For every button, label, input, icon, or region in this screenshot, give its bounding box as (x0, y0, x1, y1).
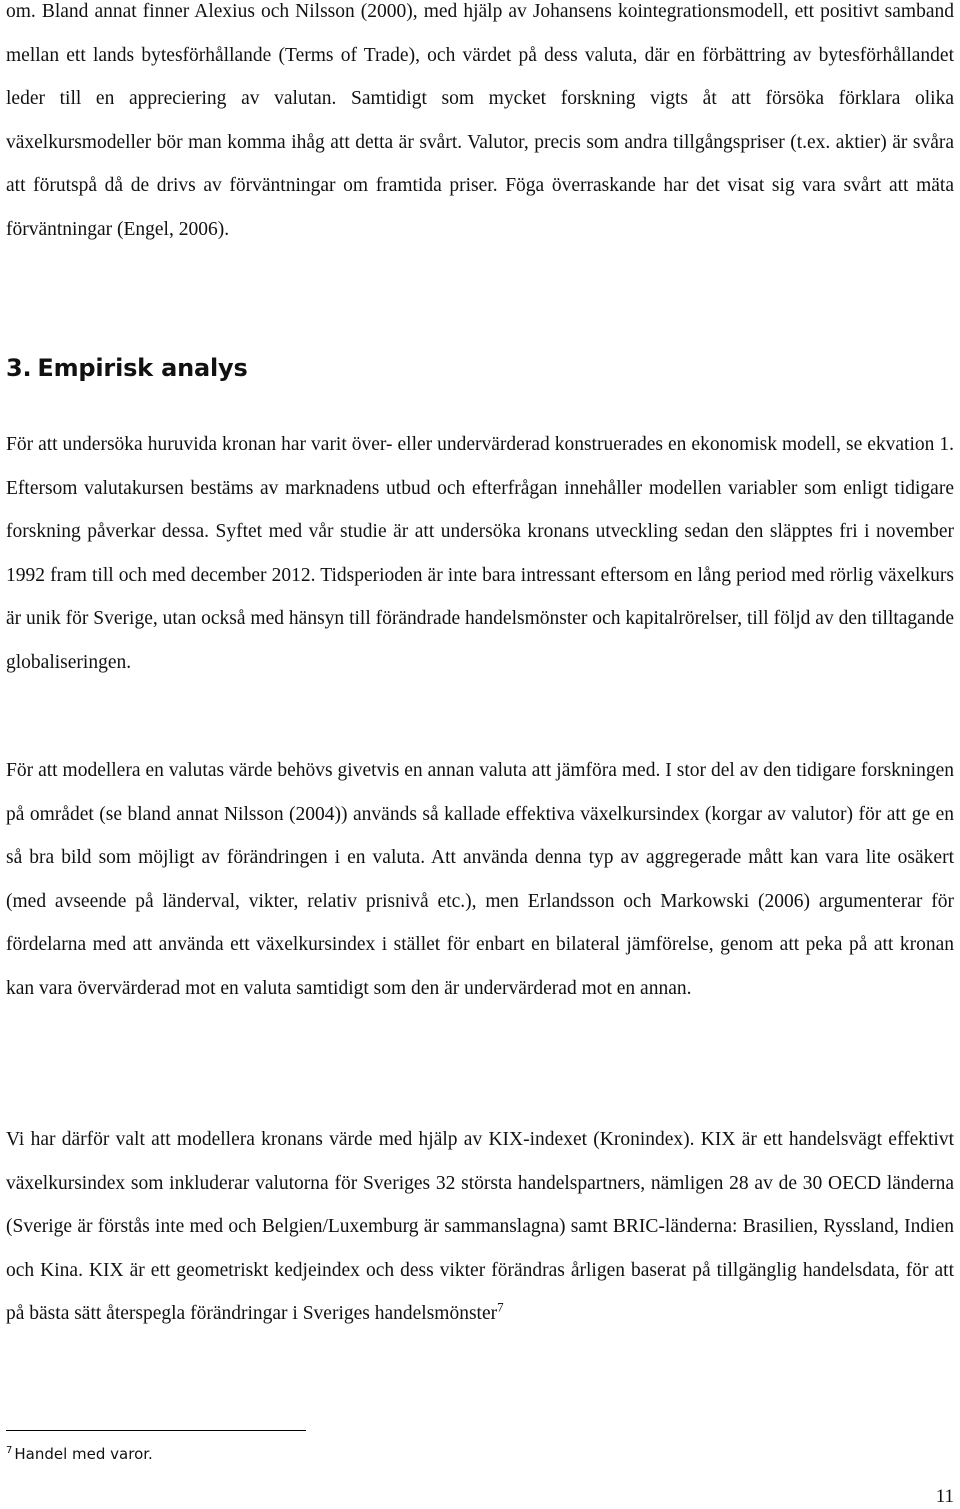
footnote-reference[interactable]: 7 (497, 1299, 504, 1315)
footnote-text: Handel med varor. (14, 1445, 153, 1463)
footnote-divider (6, 1430, 306, 1431)
paragraph-method: För att undersöka huruvida kronan har varit över- eller undervärderad konstruerades en ekonomisk modell, se ekvation 1. Eftersom valutakursen bestäms av marknadens utbud och efterfrågan innehåller modellen variabler som enligt tidigare forskning påverkar dessa. Syftet med vår studie är att undersöka kronans utveckling sedan den släpptes fri i november 1992 fram till och med december 2012. Tidsperioden är inte bara intressant eftersom en lång period med rörlig växelkurs är unik för Sverige, utan också med hänsyn till förändrade handelsmönster och kapitalrörelser, till följd av den tilltagande globaliseringen. (6, 434, 954, 673)
section-number: 3. (6, 354, 32, 382)
section-heading (6, 350, 248, 386)
paragraph-exchange-index: För att modellera en valutas värde behövs givetvis en annan valuta att jämföra med. I stor del av den tidigare forskningen på området (se bland annat Nilsson (2004)) används så kallade effektiva växelkursindex (korgar av valutor) för att ge en så bra bild som möjligt av förändringen i en valuta. Att använda denna typ av aggregerade mått kan vara lite osäkert (med avseende på länderval, vikter, relativ prisnivå etc.), men Erlandsson och Markowski (2006) argumenterar för fördelarna med att använda ett växelkursindex i stället för enbart en bilateral jämförelse, genom att peka på att kronan kan vara övervärderad mot en valuta samtidigt som den är undervärderad mot en annan. (6, 760, 954, 999)
page-number: 11 (935, 1486, 954, 1507)
paragraph-kix-text: Vi har därför valt att modellera kronans värde med hjälp av KIX-indexet (Kronindex). KIX är ett handelsvägt effektivt växelkursindex som inkluderar valutorna för Sveriges 32 största handelspartners, nämligen 28 av de 30 OECD länderna (Sverige är förstås inte med och Belgien/Luxemburg är sammanslagna) samt BRIC-länderna: Brasilien, Ryssland, Indien och Kina. KIX är ett geometriskt kedjeindex och dess vikter förändras årligen baserat på tillgänglig handelsdata, för att på bästa sätt återspegla förändringar i Sveriges handelsmönster (6, 1129, 954, 1325)
paragraph-kix (6, 1118, 954, 1336)
footnote (6, 1442, 153, 1466)
footnote-marker: 7 (6, 1445, 13, 1456)
intro-paragraph: om. Bland annat finner Alexius och Nilsson (2000), med hjälp av Johansens kointegrationsmodell, ett positivt samband mellan ett lands bytesförhållande (Terms of Trade), och värdet på dess valuta, där en förbättring av bytesförhållandet leder till en appreciering av valutan. Samtidigt som mycket forskning vigts åt att försöka förklara olika växelkursmodeller bör man komma ihåg att detta är svårt. Valutor, precis som andra tillgångspriser (t.ex. aktier) är svåra att förutspå då de drivs av förväntningar om framtida priser. Föga överraskande har det visat sig vara svårt att mäta förväntningar (Engel, 2006). (6, 1, 954, 240)
section-title: Empirisk analys (37, 354, 248, 382)
